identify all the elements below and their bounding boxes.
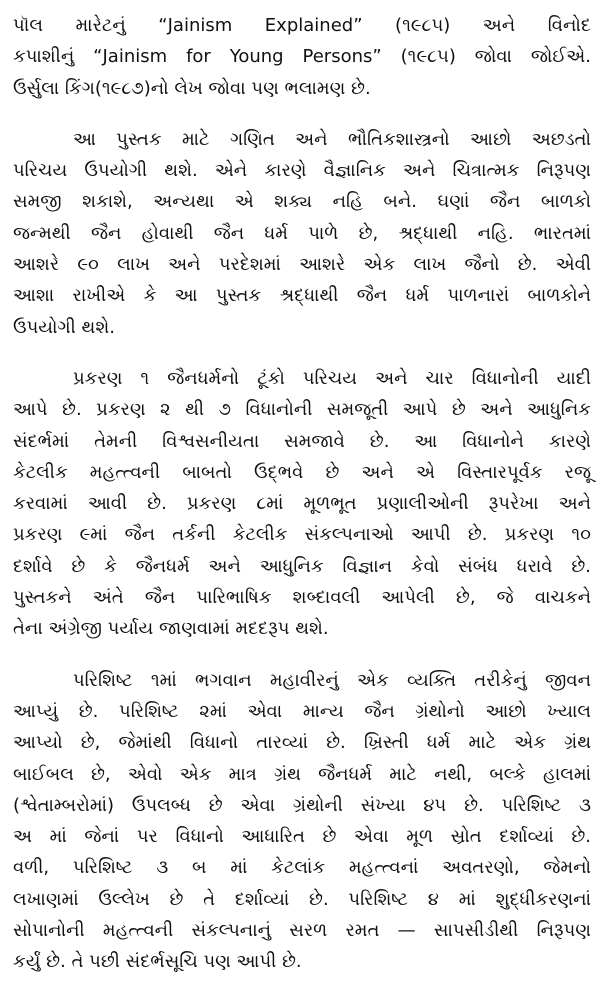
paragraph-2 [13,124,591,343]
text-line: અ માં જેનાં પર વિધાનો આધારિત છે એવા મૂળ સ્રોત દર્શાવ્યાં છે. [13,826,591,848]
text-line: પ્રકરણ ૯માં જૈન તર્કની કેટલીક સંકલ્પનાઓ આપી છે. પ્રકરણ ૧૦ [13,524,591,546]
text-line: લખાણમાં ઉલ્લેખ છે તે દર્શાવ્યાં છે. પરિશિષ્ટ ૪ માં શુદ્ધીકરણનાં [13,888,591,910]
text-line: બાઈબલ છે, એવો એક માત્ર ગ્રંથ જૈનધર્મ માટે નથી, બલ્કે હાલમાં [13,763,591,785]
text-line: કેટલીક મહત્ત્વની બાબતો ઉદ્ભવે છે અને એ વિસ્તારપૂર્વક રજૂ [13,461,591,483]
text-line: દર્શાવે છે કે જૈનધર્મ અને આધુનિક વિજ્ઞાન કેવો સંબંધ ધરાવે છે. [13,555,591,577]
paragraph-4 [13,665,591,978]
paragraph-gap [13,104,591,124]
text-line: કપાશીનું “Jainism for Young Persons” (૧૯૮૫) જોવા જોઈએ. [13,46,591,68]
text-line: પૉલ મારેટનું “Jainism Explained” (૧૯૮૫) અને વિનોદ [13,15,591,36]
document-page [13,10,591,978]
text-line: આપ્યું છે. પરિશિષ્ટ ૨માં એવા માન્ય જૈન ગ્રંથોનો આછો ખ્યાલ [13,700,591,722]
text-line: આશરે ૯૦ લાખ અને પરદેશમાં આશરે એક લાખ જૈનો છે. એવી [13,254,591,276]
paragraph-gap [13,645,591,665]
text-line: આશા રાખીએ કે આ પુસ્તક શ્રદ્ધાથી જૈન ધર્મ પાળનારાં બાળકોને [13,285,591,307]
text-line: સમજી શકાશે, અન્યથા એ શક્ય નહિ બને. ઘણાં જૈન બાળકો [13,191,591,213]
text-line: ઉર્સુલા કિંગ(૧૯૮૭)નો લેખ જોવા પણ ભલામણ છે. [13,77,371,99]
paragraph-gap [13,343,591,363]
text-line: (શ્વેતામ્બરોમાં) ઉપલબ્ધ છે એવા ગ્રંથોની સંખ્યા ૪૫ છે. પરિશિષ્ટ ૩ [13,794,591,816]
text-line: વળી, પરિશિષ્ટ ૩ બ માં કેટલાંક મહત્ત્વનાં અવતરણો, જેમનો [13,857,591,879]
text-line: પરિચય ઉપયોગી થશે. એને કારણે વૈજ્ઞાનિક અને ચિત્રાત્મક નિરૂપણ [13,160,591,182]
text-line: તેના અંગ્રેજી પર્યાય જાણવામાં મદદરૂપ થશે. [13,618,329,640]
text-line: આ પુસ્તક માટે ગણિત અને ભૌતિકશાસ્ત્રનો આછો અછડતો [73,128,591,150]
paragraph-3 [13,363,591,645]
text-line: આપે છે. પ્રકરણ ૨ થી ૭ વિધાનોની સમજૂતી આપે છે અને આધુનિક [13,399,591,421]
text-line: ઉપયોગી થશે. [13,316,115,338]
text-line: પ્રકરણ ૧ જૈનધર્મનો ટૂંકો પરિચય અને ચાર વિધાનોની યાદી [73,367,591,389]
text-line: કર્યું છે. તે પછી સંદર્ભસૂચિ પણ આપી છે. [13,951,302,973]
text-line: પરિશિષ્ટ ૧માં ભગવાન મહાવીરનું એક વ્યક્તિ તરીકેનું જીવન [73,669,591,691]
paragraph-1 [13,10,591,104]
text-line: સોપાનોની મહત્ત્વની સંકલ્પનાનું સરળ રમત — સાપસીડીથી નિરૂપણ [13,920,591,942]
text-line: કરવામાં આવી છે. પ્રકરણ ૮માં મૂળભૂત પ્રણાલીઓની રૂપરેખા અને [13,493,591,515]
text-line: જન્મથી જૈન હોવાથી જૈન ધર્મ પાળે છે, શ્રદ્ધાથી નહિ. ભારતમાં [13,222,591,244]
text-line: આપ્યો છે, જેમાંથી વિધાનો તારવ્યાં છે. ખ્રિસ્તી ધર્મ માટે એક ગ્રંથ [13,732,591,754]
text-line: પુસ્તકને અંતે જૈન પારિભાષિક શબ્દાવલી આપેલી છે, જે વાચકને [13,587,591,609]
text-line: સંદર્ભમાં તેમની વિશ્વસનીયતા સમજાવે છે. આ વિધાનોને કારણે [13,430,591,452]
